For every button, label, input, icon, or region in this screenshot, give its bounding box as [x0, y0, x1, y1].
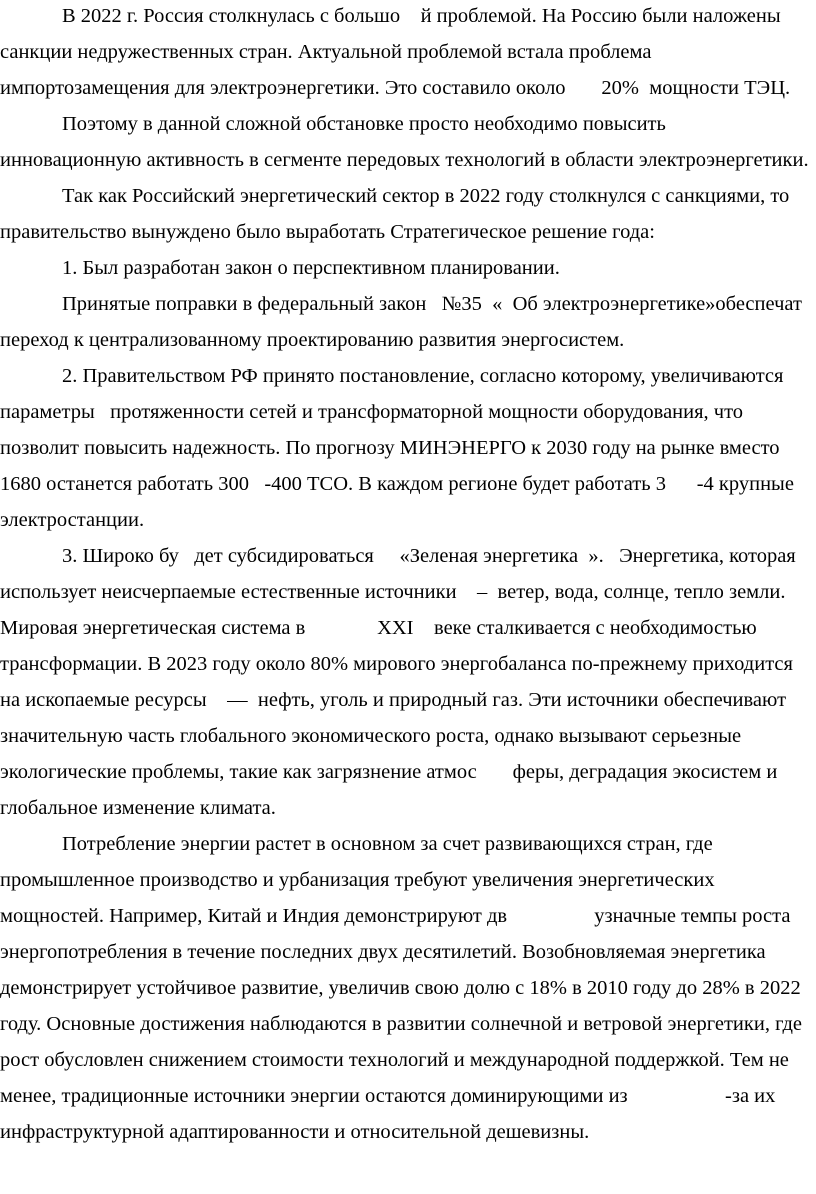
text-line: импортозамещения для электроэнергетики. Это составило около 20% мощности ТЭЦ.	[0, 77, 791, 99]
text-line: инфраструктурной адаптированности и относительной дешевизны.	[0, 1121, 590, 1143]
text-line: инновационную активность в сегменте передовых технологий в области электроэнергетики.	[0, 149, 809, 171]
text-line: использует неисчерпаемые естественные источники – ветер, вода, солнце, тепло земли.	[0, 581, 786, 603]
text-line: 1. Был разработан закон о перспективном планировании.	[62, 257, 560, 279]
text-line: санкции недружественных стран. Актуальной проблемой встала проблема	[0, 41, 652, 63]
text-line: В 2022 г. Россия столкнулась с большо й проблемой. На Россию были наложены	[62, 5, 781, 27]
text-line: трансформации. В 2023 году около 80% мирового энергобаланса по-прежнему приходится	[0, 653, 793, 675]
text-line: Принятые поправки в федеральный закон №35 « Об электроэнергетике»обеспечат	[62, 293, 802, 315]
text-line: Мировая энергетическая система в XXI веке сталкивается с необходимостью	[0, 617, 757, 639]
text-line: переход к централизованному проектированию развития энергосистем.	[0, 329, 625, 351]
text-line: менее, традиционные источники энергии остаются доминирующими из -за их	[0, 1085, 776, 1107]
text-line: значительную часть глобального экономического роста, однако вызывают серьезные	[0, 725, 742, 747]
text-line: Потребление энергии растет в основном за счет развивающихся стран, где	[62, 833, 713, 855]
text-line: Поэтому в данной сложной обстановке просто необходимо повысить	[62, 113, 666, 135]
text-line: Так как Российский энергетический сектор в 2022 году столкнулся с санкциями, то	[62, 185, 790, 207]
text-line: энергопотребления в течение последних двух десятилетий. Возобновляемая энергетика	[0, 941, 766, 963]
text-line: мощностей. Например, Китай и Индия демонстрируют дв узначные темпы роста	[0, 905, 791, 927]
text-line: параметры протяженности сетей и трансформаторной мощности оборудования, что	[0, 401, 744, 423]
text-line: промышленное производство и урбанизация требуют увеличения энергетических	[0, 869, 715, 891]
text-line: глобальное изменение климата.	[0, 797, 276, 819]
text-line: рост обусловлен снижением стоимости технологий и международной поддержкой. Тем не	[0, 1049, 789, 1071]
text-line: позволит повысить надежность. По прогнозу МИНЭНЕРГО к 2030 году на рынке вместо	[0, 437, 780, 459]
text-line: 3. Широко бу дет субсидироваться «Зеленая энергетика ». Энергетика, которая	[62, 545, 796, 567]
text-line: на ископаемые ресурсы — нефть, уголь и природный газ. Эти источники обеспечивают	[0, 689, 787, 711]
text-line: электростанции.	[0, 509, 145, 531]
text-line: 1680 останется работать 300 -400 ТСО. В каждом регионе будет работать 3 -4 крупные	[0, 473, 794, 495]
text-line: 2. Правительством РФ принято постановление, согласно которому, увеличиваются	[62, 365, 784, 387]
text-line: правительство вынуждено было выработать Стратегическое решение года:	[0, 221, 655, 243]
text-line: году. Основные достижения наблюдаются в развитии солнечной и ветровой энергетики, где	[0, 1013, 802, 1035]
text-line: экологические проблемы, такие как загрязнение атмос феры, деградация экосистем и	[0, 761, 778, 783]
text-line: демонстрирует устойчивое развитие, увеличив свою долю с 18% в 2010 году до 28% в 2022	[0, 977, 801, 999]
